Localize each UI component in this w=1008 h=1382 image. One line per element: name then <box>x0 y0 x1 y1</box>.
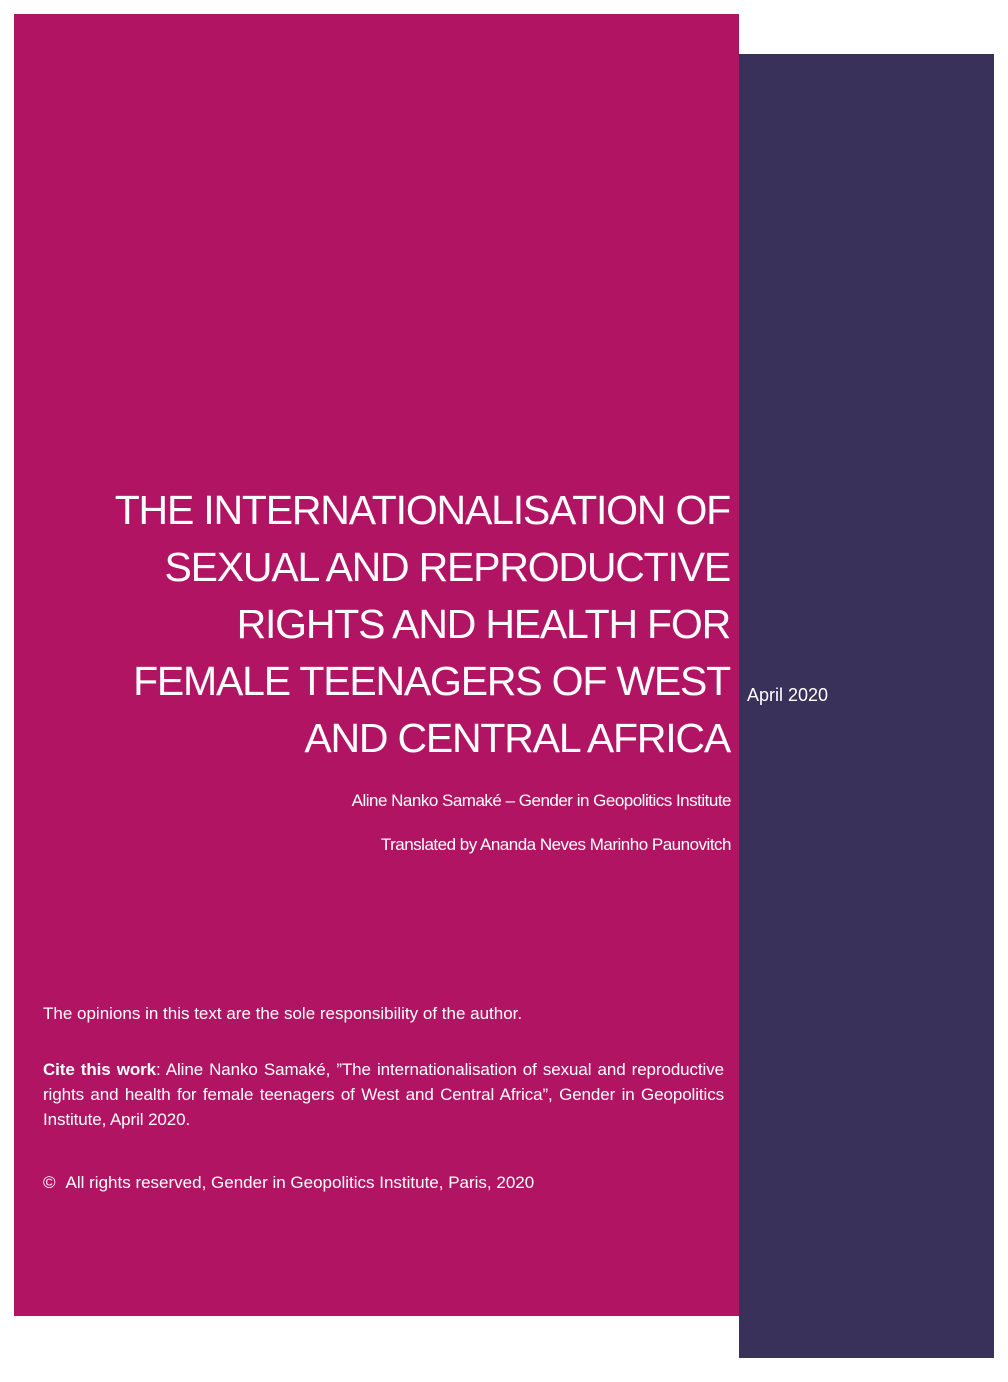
title-line: AND CENTRAL AFRICA <box>304 715 730 761</box>
copyright-text: All rights reserved, Gender in Geopolitics Institute, Paris, 2020 <box>65 1173 535 1192</box>
title-line: RIGHTS AND HEALTH FOR <box>236 601 730 647</box>
citation-label: Cite this work <box>43 1060 156 1079</box>
disclaimer-text: The opinions in this text are the sole responsibility of the author. <box>43 1004 523 1023</box>
title-line: SEXUAL AND REPRODUCTIVE <box>164 544 730 590</box>
title-line: FEMALE TEENAGERS OF WEST <box>133 658 730 704</box>
publication-date: April 2020 <box>747 685 829 705</box>
cover-navy-panel <box>739 54 994 1358</box>
author-line: Aline Nanko Samaké – Gender in Geopolitics Institute <box>351 791 731 810</box>
copyright-symbol: © <box>43 1173 56 1192</box>
document-title <box>50 482 730 767</box>
citation-block <box>43 1057 724 1132</box>
copyright-notice <box>43 1170 724 1195</box>
citation-text: : Aline Nanko Samaké, ”The internationalisation of sexual and reproductive rights and health for female teenagers of West and Central Africa”, Gender in Geopolitics Institute, April 2020. <box>43 1060 724 1129</box>
title-line: THE INTERNATIONALISATION OF <box>114 487 730 533</box>
translator-line: Translated by Ananda Neves Marinho Paunovitch <box>380 835 731 854</box>
